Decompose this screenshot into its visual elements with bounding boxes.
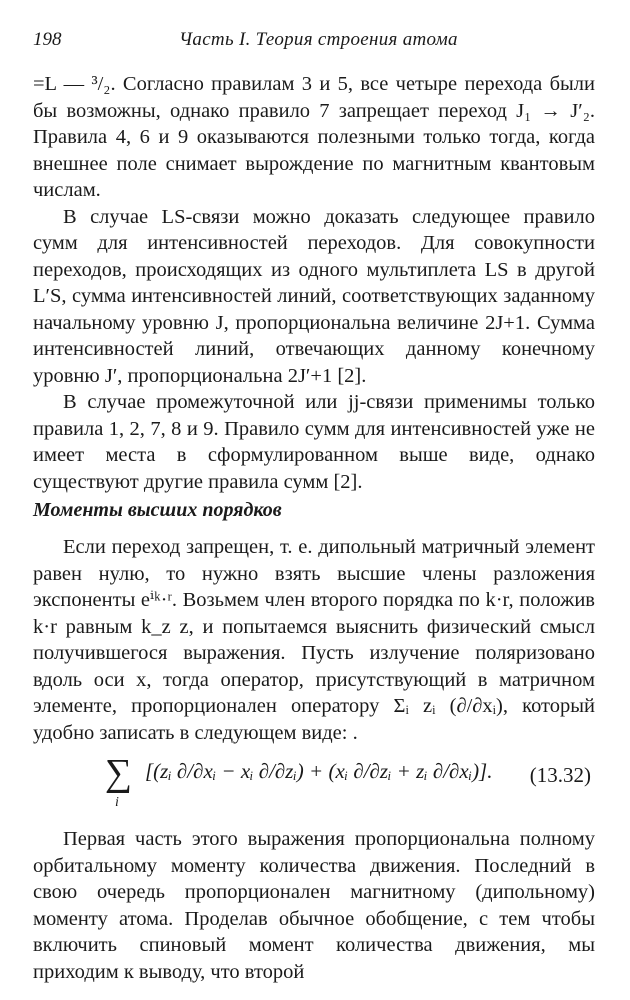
text-block-2 (33, 534, 595, 746)
text-block-1 (33, 71, 595, 495)
section-heading: Моменты высших порядков (33, 499, 282, 521)
running-header (33, 29, 595, 57)
paragraph: Первая часть этого выражения пропорциональна полному орбитальному моменту количества движения. Последний в свою очередь пропорционален магнитному (дипольному) моменту атома. Проделав обычное обобщение, с тем чтобы включить спиновый момент количества движения, мы приходим к выводу, что второй (33, 828, 595, 983)
equation-number: (13.32) (529, 763, 591, 787)
text-block-3 (33, 826, 595, 985)
sum-symbol: ∑ (105, 752, 133, 794)
paragraph: В случае промежуточной или jj-связи применимы только правила 1, 2, 7, 8 и 9. Правило сумм для интенсивностей уже не имеет места в сформулированном выше виде, однако существуют другие правила сумм [2]. (33, 391, 595, 493)
page-number: 198 (33, 29, 62, 50)
sum-index: i (115, 795, 119, 810)
running-title: Часть I. Теория строения атома (179, 29, 458, 50)
equation-13-32 (33, 753, 595, 821)
paragraph: В случае LS-связи можно доказать следующее правило сумм для интенсивностей переходов. Для совокупности переходов, происходящих из одного мультиплета LS в другой L′S, сумма интенсивностей линий, соответствующих заданному начальному уровню J, пропорциональна величине 2J+1. Сумма интенсивностей линий, отвечающих данному конечному уровню J′, пропорциональна 2J′+1 [2]. (33, 205, 595, 387)
paragraph: =L — ³/₂. Согласно правилам 3 и 5, все четыре перехода были бы возможны, однако правило 7 запрещает переход J₁ → J′₂. Правила 4, 6 и 9 оказываются полезными только тогда, когда внешнее поле снимает вырождение по магнитным квантовым числам. (33, 73, 595, 201)
equation-expression: [(zᵢ ∂/∂xᵢ − xᵢ ∂/∂zᵢ) + (xᵢ ∂/∂zᵢ + zᵢ ∂/∂xᵢ)]. (145, 759, 493, 783)
paragraph: Если переход запрещен, т. е. дипольный матричный элемент равен нулю, то нужно взять высшие члены разложения экспоненты eⁱᵏ·ʳ. Возьмем член второго порядка по k·r, положив k·r равным k_z z, и попытаемся выяснить физический смысл получившегося выражения. Пусть излучение поляризовано вдоль оси x, тогда оператор, присутствующий в матричном элементе, пропорционален оператору Σᵢ zᵢ (∂/∂xᵢ), который удобно записать в следующем виде: . (33, 536, 595, 744)
